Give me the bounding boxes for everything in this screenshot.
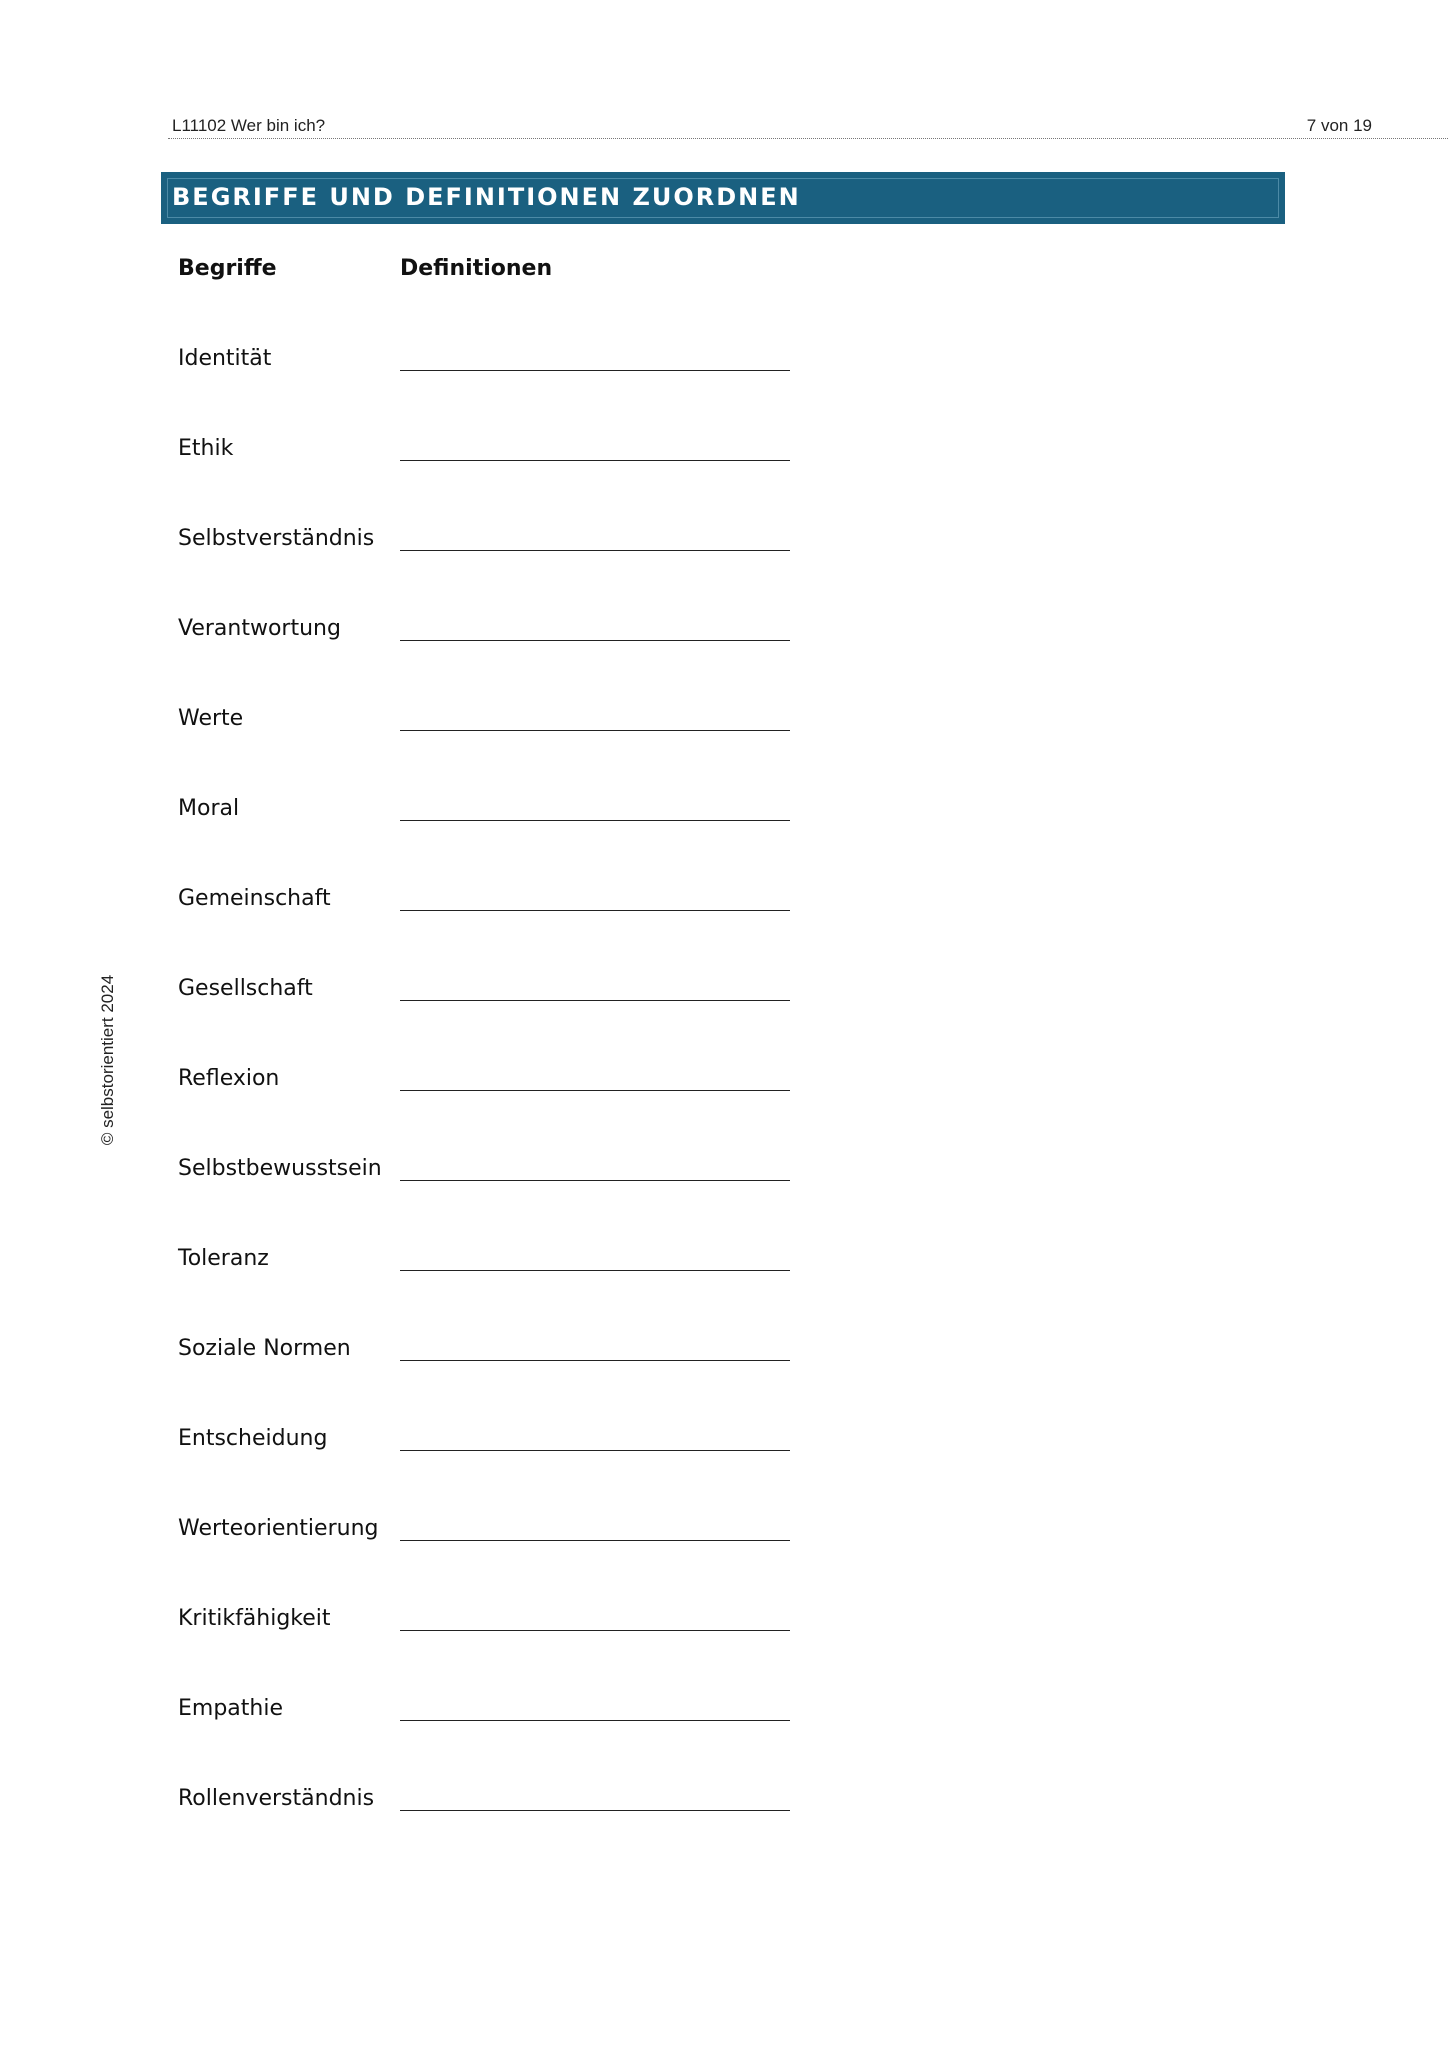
definition-blank-line[interactable] <box>400 1810 790 1811</box>
term-label: Ethik <box>178 436 234 461</box>
definition-blank-line[interactable] <box>400 1090 790 1091</box>
term-label: Selbstverständnis <box>178 526 375 551</box>
term-label: Werteorientierung <box>178 1516 379 1541</box>
definition-blank-line[interactable] <box>400 550 790 551</box>
term-row <box>178 1336 798 1376</box>
term-row <box>178 1426 798 1466</box>
term-label: Toleranz <box>178 1246 269 1271</box>
term-row <box>178 1246 798 1286</box>
header-document-title: L11102 Wer bin ich? <box>172 116 326 135</box>
term-label: Moral <box>178 796 240 821</box>
term-row <box>178 1066 798 1106</box>
term-row <box>178 346 798 386</box>
definition-blank-line[interactable] <box>400 1630 790 1631</box>
definition-blank-line[interactable] <box>400 1270 790 1271</box>
definition-blank-line[interactable] <box>400 370 790 371</box>
term-label: Rollenverständnis <box>178 1786 375 1811</box>
definition-blank-line[interactable] <box>400 460 790 461</box>
header-divider <box>168 138 1448 139</box>
term-row <box>178 796 798 836</box>
section-title: BEGRIFFE UND DEFINITIONEN ZUORDNEN <box>172 183 801 211</box>
column-header-terms: Begriffe <box>178 256 277 281</box>
definition-blank-line[interactable] <box>400 1450 790 1451</box>
definition-blank-line[interactable] <box>400 1000 790 1001</box>
term-label: Entscheidung <box>178 1426 328 1451</box>
term-row <box>178 886 798 926</box>
definition-blank-line[interactable] <box>400 1720 790 1721</box>
term-row <box>178 1786 798 1826</box>
term-row <box>178 1696 798 1736</box>
term-label: Gemeinschaft <box>178 886 331 911</box>
definition-blank-line[interactable] <box>400 820 790 821</box>
term-label: Werte <box>178 706 244 731</box>
definition-blank-line[interactable] <box>400 1540 790 1541</box>
term-label: Soziale Normen <box>178 1336 351 1361</box>
term-label: Reflexion <box>178 1066 280 1091</box>
term-row <box>178 1606 798 1646</box>
definition-blank-line[interactable] <box>400 1180 790 1181</box>
term-label: Identität <box>178 346 272 371</box>
section-banner <box>161 172 1285 224</box>
term-row <box>178 436 798 476</box>
term-row <box>178 526 798 566</box>
copyright-note: © selbstorientiert 2024 <box>98 974 117 1146</box>
term-row <box>178 976 798 1016</box>
term-row <box>178 706 798 746</box>
column-header-definitions: Definitionen <box>400 256 553 281</box>
term-row <box>178 1156 798 1196</box>
term-row <box>178 1516 798 1556</box>
definition-blank-line[interactable] <box>400 1360 790 1361</box>
definition-blank-line[interactable] <box>400 910 790 911</box>
term-label: Selbstbewusstsein <box>178 1156 382 1181</box>
term-row <box>178 616 798 656</box>
term-label: Empathie <box>178 1696 283 1721</box>
term-label: Verantwortung <box>178 616 341 641</box>
header-page-number: 7 von 19 <box>1306 116 1372 135</box>
definition-blank-line[interactable] <box>400 730 790 731</box>
definition-blank-line[interactable] <box>400 640 790 641</box>
term-label: Kritikfähigkeit <box>178 1606 331 1631</box>
term-label: Gesellschaft <box>178 976 313 1001</box>
